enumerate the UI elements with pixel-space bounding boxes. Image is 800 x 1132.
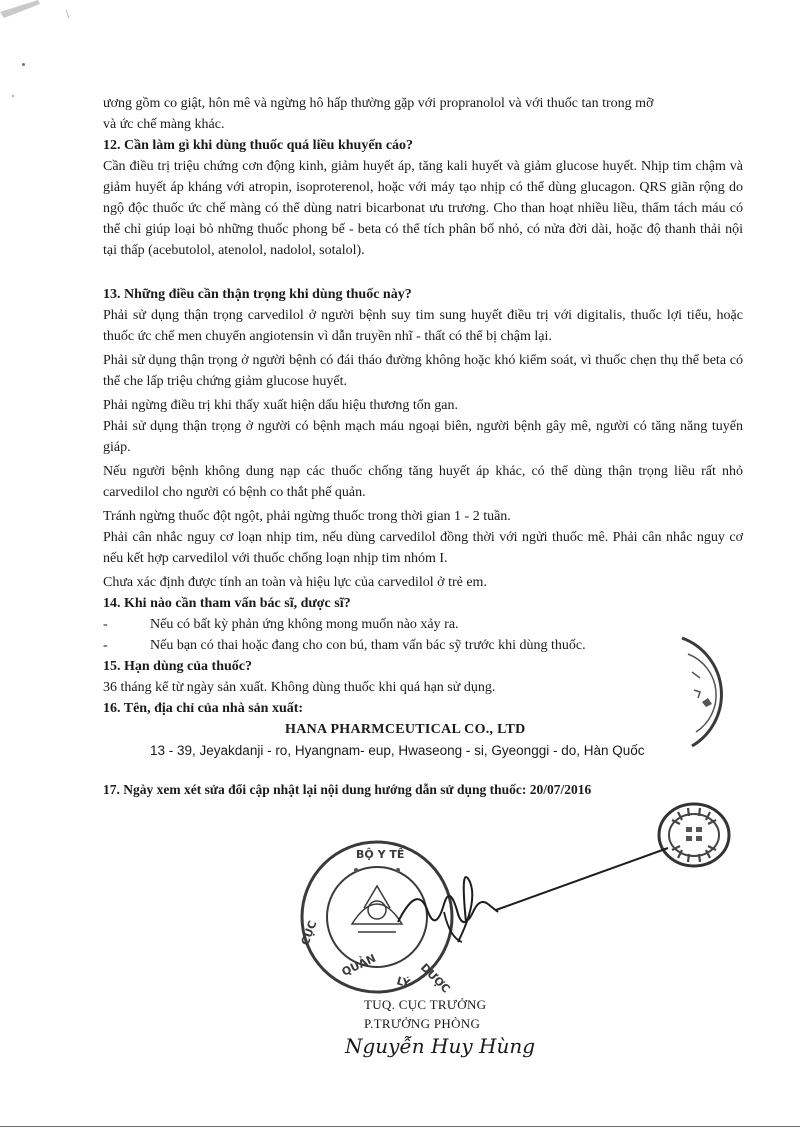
section-13-paragraph-3: Phải ngừng điều trị khi thấy xuất hiện dấu hiệu thương tổn gan. xyxy=(103,398,459,413)
scan-dot xyxy=(22,63,25,66)
section-15-heading: 15. Hạn dùng của thuốc? xyxy=(103,659,252,674)
section-13-paragraph-2: Phải sử dụng thận trọng ở người bệnh có đái tháo đường không hoặc khó kiểm soát, vì thuốc chẹn thụ thể beta có thể che lấp triệu chứng giảm glucose huyết. xyxy=(103,353,743,389)
section-13-paragraph-5: Nếu người bệnh không dung nạp các thuốc chống tăng huyết áp khác, có thể dùng thận trọng liều rất nhỏ carvedilol cho người có bệnh co thắt phế quản. xyxy=(103,464,743,500)
section-13-heading: 13. Những điều cần thận trọng khi dùng thuốc này? xyxy=(103,287,412,302)
scan-corner-mark xyxy=(0,0,80,40)
section-13-paragraph-1: Phải sử dụng thận trọng carvedilol ở người bệnh suy tim sung huyết điều trị với digitalis, thuốc lợi tiểu, hoặc thuốc ức chế men chuyển angiotensin vì dẫn truyền nhĩ - thất có thể bị chậm lại. xyxy=(103,308,743,344)
scan-dot xyxy=(12,95,14,97)
section-12-body: Cần điều trị triệu chứng cơn động kinh, giảm huyết áp, tăng kali huyết và giảm glucose huyết. Nhịp tim chậm và giảm huyết áp kháng với atropin, isoproterenol, hoặc với máy tạo nhịp có thể dùng glucagon. QRS giãn rộng do ngộ độc thuốc ức chế màng có thể dùng natri bicarbonat ưu trương. Cho than hoạt nhiều liều, thẩm tách máu có thể chỉ giúp loại bỏ những thuốc phong bế - beta có thể tích phân bố nhỏ, có nửa đời dài, hoặc độ thanh thải nội tại thấp (acebutolol, atenolol, nadolol, sotalol). xyxy=(103,159,743,258)
section-14-item-2: Nếu bạn có thai hoặc đang cho con bú, tham vấn bác sỹ trước khi dùng thuốc. xyxy=(150,638,586,653)
section-13-paragraph-7: Phải cân nhắc nguy cơ loạn nhịp tim, nếu dùng carvedilol đồng thời với ngửi thuốc mê. Phải cân nhắc nguy cơ nếu kết hợp carvedilol với thuốc chống loạn nhịp tim nhóm I. xyxy=(103,530,743,566)
handwritten-signature xyxy=(388,842,678,962)
continuation-line-1: ương gồm co giật, hôn mê và ngừng hô hấp thường gặp với propranolol và với thuốc tan trong mỡ xyxy=(103,96,654,111)
section-13-paragraph-4: Phải sử dụng thận trọng ở người có bệnh mạch máu ngoại biên, người bệnh gây mê, người có tăng năng tuyến giáp. xyxy=(103,419,743,455)
section-16-heading: 16. Tên, địa chỉ của nhà sản xuất: xyxy=(103,701,304,716)
section-12-heading: 12. Cần làm gì khi dùng thuốc quá liều khuyến cáo? xyxy=(103,138,414,153)
manufacturer-address: 13 - 39, Jeyakdanji - ro, Hyangnam- eup, Hwaseong - si, Gyeonggi - do, Hàn Quốc xyxy=(150,743,645,758)
signature-title-1: TUQ. CỤC TRƯỞNG xyxy=(364,997,487,1012)
svg-text:QUẢN: QUẢN xyxy=(339,951,378,979)
svg-text:BỘ Y TẾ: BỘ Y TẾ xyxy=(356,848,405,861)
section-14-item-1: Nếu có bất kỳ phản ứng không mong muốn nào xảy ra. xyxy=(150,617,459,632)
section-13-paragraph-8: Chưa xác định được tính an toàn và hiệu lực của carvedilol ở trẻ em. xyxy=(103,575,487,590)
signer-name: Nguyễn Huy Hùng xyxy=(345,1034,536,1058)
bullet-dash: - xyxy=(103,638,108,653)
section-13-paragraph-6: Tránh ngừng thuốc đột ngột, phải ngừng thuốc trong thời gian 1 - 2 tuần. xyxy=(103,509,511,524)
signature-title-2: P.TRƯỞNG PHÒNG xyxy=(364,1016,481,1031)
revision-date-line: 17. Ngày xem xét sửa đổi cập nhật lại nội dung hướng dẫn sử dụng thuốc: 20/07/2016 xyxy=(103,782,592,797)
manufacturer-name: HANA PHARMCEUTICAL CO., LTD xyxy=(285,722,526,737)
section-15-body: 36 tháng kể từ ngày sản xuất. Không dùng thuốc khi quá hạn sử dụng. xyxy=(103,680,496,695)
section-14-heading: 14. Khi nào cần tham vấn bác sĩ, dược sĩ? xyxy=(103,596,351,611)
bottom-scan-edge xyxy=(0,1126,800,1127)
svg-text:CỤC: CỤC xyxy=(298,919,320,948)
partial-stamp-right xyxy=(652,632,732,752)
bullet-dash: - xyxy=(103,617,108,632)
svg-text:DƯỢC: DƯỢC xyxy=(417,960,453,996)
continuation-line-2: và ức chế màng khác. xyxy=(103,117,225,132)
svg-text:LÝ: LÝ xyxy=(395,974,412,991)
